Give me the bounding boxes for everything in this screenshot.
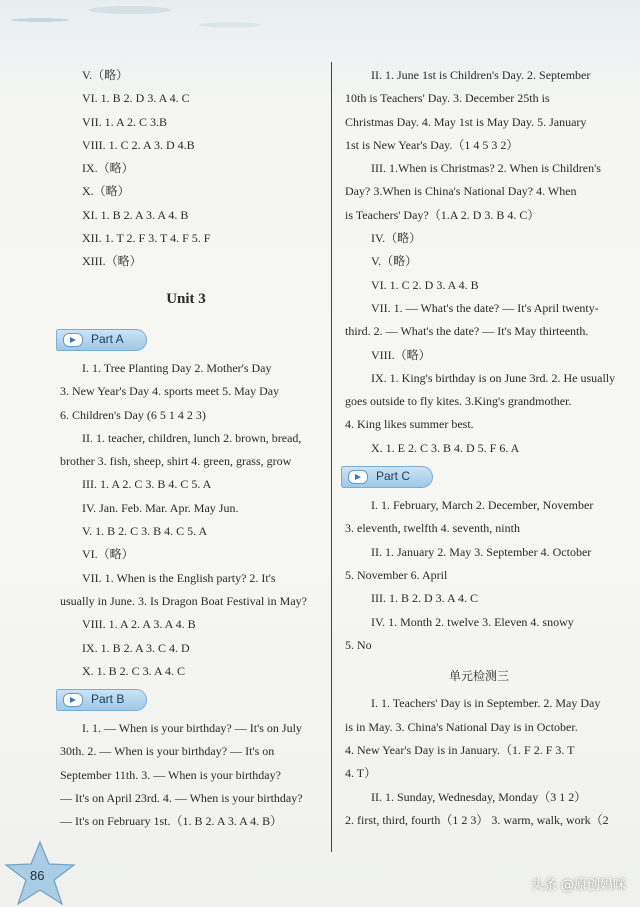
answer-line: IX. 1. B 2. A 3. C 4. D [82,640,190,655]
part-c-answers [345,494,613,657]
answer-line: IX. 1. King's birthday is on June 3rd. 2. He usually [371,370,616,385]
answer-line: IV. Jan. Feb. Mar. Apr. May Jun. [82,500,239,515]
answer-line: 30th. 2. — When is your birthday? — It's on [60,744,275,759]
page-number: 86 [30,868,45,883]
answer-line: goes outside to fly kites. 3.King's grandmother. [345,394,572,409]
unit-test-answers [345,692,613,832]
column-divider [331,62,332,852]
answer-line: I. 1. Teachers' Day is in September. 2. May Day [371,696,601,711]
answer-line: X. 1. B 2. C 3. A 4. C [82,663,186,678]
right-column [345,64,616,832]
answer-line: is Teachers' Day?（1.A 2. D 3. B 4. C） [345,207,540,222]
answer-line: III. 1.When is Christmas? 2. When is Children's [371,161,601,176]
answer-line: III. 1. B 2. D 3. A 4. C [371,591,479,606]
answer-line: III. 1. A 2. C 3. B 4. C 5. A [82,477,212,492]
answer-line: 10th is Teachers' Day. 3. December 25th is [345,91,550,106]
part-c-label-text: Part C [376,469,411,484]
answer-line: 4. T） [345,766,377,781]
answer-line: VI. 1. B 2. D 3. A 4. C [82,91,190,106]
answer-line: 5. November 6. April [345,567,448,582]
answer-line: VIII. 1. C 2. A 3. D 4.B [82,137,195,152]
answer-line: VIII. 1. A 2. A 3. A 4. B [82,617,196,632]
answer-line: I. 1. Tree Planting Day 2. Mother's Day [82,360,272,375]
arrow-icon [63,693,83,707]
watermark: 头条 @原创妈咪 [530,878,626,893]
answer-line: II. 1. June 1st is Children's Day. 2. September [371,68,591,82]
top-decoration [0,0,640,60]
part-b-label-text: Part B [91,692,125,707]
answer-line: II. 1. January 2. May 3. September 4. October [371,544,592,559]
answer-line: Day? 3.When is China's National Day? 4. When [345,184,577,199]
answer-line: usually in June. 3. Is Dragon Boat Festival in May? [60,593,307,608]
answer-line: September 11th. 3. — When is your birthday? [60,767,281,782]
answer-line: is in May. 3. China's National Day is in October. [345,719,578,734]
answer-line: 4. King likes summer best. [345,417,474,432]
arrow-icon [63,333,83,347]
answer-line: XII. 1. T 2. F 3. T 4. F 5. F [82,231,211,246]
answer-line: VII. 1. A 2. C 3.B [82,114,168,129]
part-a-answers [60,357,322,683]
answer-line: 5. No [345,637,372,652]
answer-line: II. 1. Sunday, Wednesday, Monday（3 1 2） [371,789,587,804]
answer-line: IV. 1. Month 2. twelve 3. Eleven 4. snowy [371,614,574,629]
answer-line: Christmas Day. 4. May 1st is May Day. 5. January [345,114,587,129]
left-top-answers [60,64,322,274]
answer-line: 1st is New Year's Day.（1 4 5 3 2） [345,137,519,152]
answer-line: V. 1. B 2. C 3. B 4. C 5. A [82,524,208,539]
answer-line: I. 1. February, March 2. December, November [371,498,594,513]
answer-line: XIII.（略） [82,254,142,269]
left-column [60,64,322,834]
answer-line: XI. 1. B 2. A 3. A 4. B [82,207,189,222]
answer-line: 3. New Year's Day 4. sports meet 5. May Day [60,384,280,399]
answer-line: X. 1. E 2. C 3. B 4. D 5. F 6. A [371,440,520,455]
answer-line: I. 1. — When is your birthday? — It's on July [82,721,302,736]
answer-line: 6. Children's Day (6 5 1 4 2 3) [60,407,206,422]
answer-line: 2. first, third, fourth（1 2 3） 3. warm, walk, work（2 [345,812,609,827]
answer-line: V.（略） [371,254,418,269]
answer-line: IV.（略） [371,231,422,246]
part-b-label [56,689,147,711]
answer-line: IX.（略） [82,161,134,176]
answer-line: VI.（略） [82,547,134,562]
part-b-answers [60,717,322,833]
answer-line: third. 2. — What's the date? — It's May thirteenth. [345,324,589,339]
unit-test-heading: 单元检测三 [448,669,509,684]
answer-line: VII. 1. When is the English party? 2. It's [82,570,276,585]
answer-line: X.（略） [82,184,130,199]
answer-line: V.（略） [82,68,129,82]
answer-line: — It's on April 23rd. 4. — When is your birthday? [60,791,303,806]
unit-title: Unit 3 [166,290,206,307]
answer-line: VII. 1. — What's the date? — It's April twenty- [371,300,599,315]
part-a-label-text: Part A [91,332,124,347]
arrow-icon [348,470,368,484]
answer-line: VI. 1. C 2. D 3. A 4. B [371,277,479,292]
part-c-label [341,466,433,488]
part-a-label [56,329,147,351]
answer-line: II. 1. teacher, children, lunch 2. brown, bread, [82,430,302,445]
answer-line: brother 3. fish, sheep, shirt 4. green, grass, grow [60,454,292,469]
answer-line: 3. eleventh, twelfth 4. seventh, ninth [345,521,520,536]
answer-line: — It's on February 1st.（1. B 2. A 3. A 4. B） [60,814,283,829]
answer-line: VIII.（略） [371,347,431,362]
right-top-answers [345,64,616,460]
answer-line: 4. New Year's Day is in January.（1. F 2. F 3. T [345,743,575,758]
